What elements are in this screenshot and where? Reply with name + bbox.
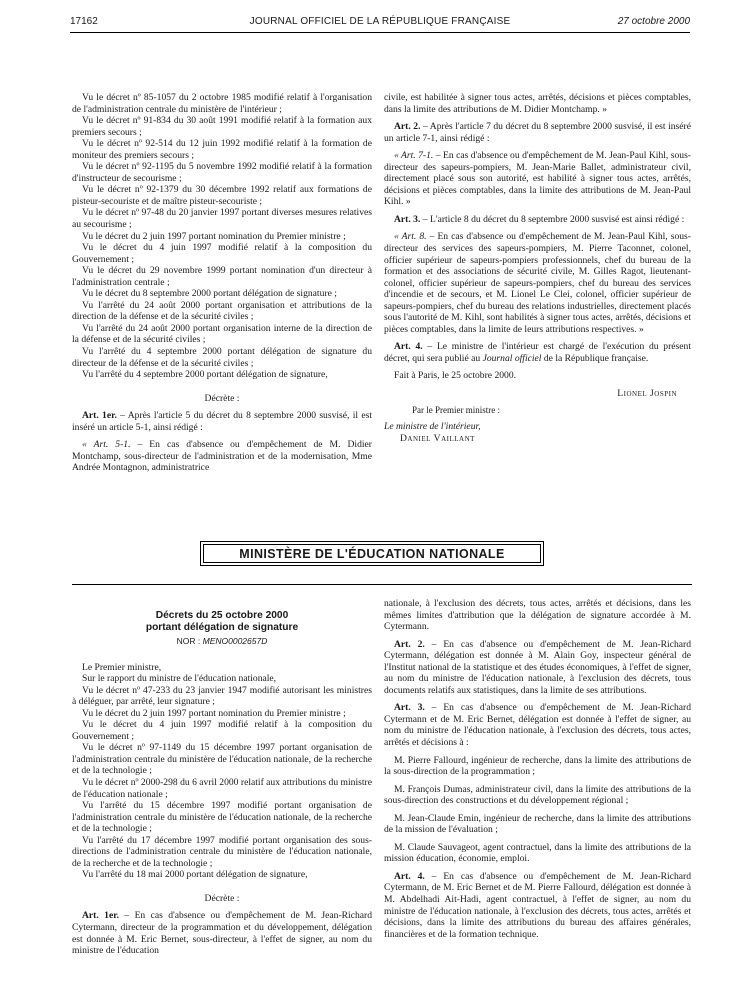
preamble: Sur le rapport du ministre de l'éducation nationale, bbox=[82, 673, 277, 685]
preamble: Le Premier ministre, bbox=[82, 661, 162, 673]
section-rule bbox=[72, 584, 692, 585]
visa: Vu l'arrêté du 24 août 2000 portant organisation interne de la direction de la défense et de la sécurité civiles ; bbox=[72, 322, 372, 346]
article-text: – En cas d'absence ou d'empêchement de M. Jean-Richard Cytermann, directeur de la programmation et du développement, délégation est donnée à M. Eric Bernet, sous-directeur, à l'effet de signer, au nom du ministre de l'éducation bbox=[72, 910, 373, 957]
article-1 bbox=[72, 910, 372, 956]
par-le-premier-ministre: Par le Premier ministre : bbox=[412, 404, 500, 415]
article-text: – En cas d'absence ou d'empêchement de M. Jean-Richard Cytermann, délégation est donnée à M. Alain Goy, inspecteur général de l'Institut national de la statistique et des études économiques, à l'effet de signer, au nom du ministre de l'éducation nationale, à l'exclusion des décrets, tous documents relatifs aux statistiques, dans la limite de ses attributions. bbox=[384, 638, 691, 696]
visa: Vu le décret du 2 juin 1997 portant nomination du Premier ministre ; bbox=[82, 230, 346, 242]
page-number: 17162 bbox=[70, 16, 98, 27]
visa: Vu le décret nº 91-834 du 30 août 1991 modifié relatif à la formation aux premiers secours ; bbox=[72, 115, 372, 138]
visa: Vu l'arrêté du 4 septembre 2000 portant délégation de signature, bbox=[82, 369, 328, 381]
issue-date: 27 octobre 2000 bbox=[617, 16, 690, 27]
decrete-heading: Décrète : bbox=[204, 892, 240, 904]
visa: Vu le décret nº 2000-298 du 6 avril 2000 relatif aux attributions du ministre de l'éducation nationale ; bbox=[72, 777, 372, 800]
article-4: Art. 4. – Le ministre de l'intérieur est chargé de l'exécution du présent décret, qui sera publié au Journal officiel de la République française. bbox=[384, 341, 691, 364]
visa: Vu le décret nº 85-1057 du 2 octobre 1985 modifié relatif à l'organisation de l'administration centrale du ministère de l'intérieur ; bbox=[72, 92, 372, 115]
visa: Vu le décret du 8 septembre 2000 portant délégation de signature ; bbox=[82, 288, 337, 300]
visa: Vu l'arrêté du 15 décembre 1997 modifié portant organisation de l'administration centrale du ministère de l'éducation nationale, de la recherche et de la technologie ; bbox=[72, 800, 372, 835]
journal-name: Journal officiel bbox=[482, 352, 542, 364]
article-5-1-quote bbox=[72, 439, 372, 474]
article-7-1-quote bbox=[384, 150, 691, 208]
ministry-banner-title: MINISTÈRE DE L'ÉDUCATION NATIONALE bbox=[203, 544, 541, 563]
article-label: Art. 1er. bbox=[82, 910, 119, 922]
quote-text: – En cas d'absence ou d'empêchement de M. Jean-Paul Kihl, sous-directeur des services des sapeurs-pompiers, M. Pierre Taconnet, colonel, officier supérieur de sapeurs-pompiers professionnels, chef du bureau de la formation et des associations de sécurité civile, M. Gilles Ragot, lieutenant-colonel, officier supérieur de sapeurs-pompiers, chef du bureau des services d'incendie et de secours, et M. Lionel Le Clei, colonel, officier supérieur de sapeurs-pompiers, chef du bureau des relations industrielles, directement placés sous l'autorité de M. Kihl, sont habilités à signer tous actes, arrêtés, décisions et pièces comptables, dans la limite de leurs attributions respectives. » bbox=[384, 231, 691, 335]
article-8-quote bbox=[384, 231, 691, 335]
article-1 bbox=[72, 410, 372, 433]
visa: Vu l'arrêté du 18 mai 2000 portant délégation de signature, bbox=[82, 869, 308, 881]
visa: Vu le décret nº 97-48 du 20 janvier 1997 portant diverses mesures relatives au secourisme ; bbox=[72, 207, 372, 231]
minister-role: Le ministre de l'intérieur, bbox=[384, 421, 481, 433]
article-text: – Après l'article 5 du décret du 8 septembre 2000 susvisé, il est inséré un article 5-1, ainsi rédigé : bbox=[72, 410, 372, 433]
visa: Vu le décret du 29 novembre 1999 portant nomination d'un directeur à l'administration centrale ; bbox=[72, 265, 372, 288]
signatory-name: Lionel Jospin bbox=[617, 388, 677, 400]
article-label: Art. 2. bbox=[394, 638, 425, 650]
quote-text: – En cas d'absence ou d'empêchement de M. Jean-Paul Kihl, sous-directeur des sapeurs-pompiers, M. Jean-Marie Ballet, administrateur civil, directement placé sous son autorité, est habilité à signer tous actes, arrêtés, décisions et pièces comptables, dans la limite des attributions de M. Jean-Paul Kihl. » bbox=[384, 150, 691, 208]
article-label: Art. 2. bbox=[394, 121, 421, 133]
delegate-entry: M. François Dumas, administrateur civil, dans la limite des attributions de la sous-direction des constructions et du développement régional ; bbox=[384, 783, 691, 807]
nor-reference: NOR : MENO0002657D bbox=[176, 636, 268, 646]
article-3 bbox=[384, 702, 691, 748]
visa: Vu l'arrêté du 4 septembre 2000 portant délégation de signature du directeur de la défense et de la sécurité civiles ; bbox=[72, 346, 372, 369]
visa: Vu l'arrêté du 24 août 2000 portant organisation et attributions de la direction de la défense et de la sécurité civiles ; bbox=[72, 299, 372, 323]
article-3 bbox=[384, 214, 691, 226]
article-label: Art. 1er. bbox=[82, 410, 117, 422]
quote-text: – En cas d'absence ou d'empêchement de M. Didier Montchamp, sous-directeur de l'administration et de la modernisation, Mme Andrée Montagnon, administratrice bbox=[72, 439, 373, 474]
article-label: Art. 3. bbox=[394, 702, 425, 714]
article-2 bbox=[384, 121, 691, 144]
article-2 bbox=[384, 639, 691, 697]
visa: Vu le décret nº 47-233 du 23 janvier 1947 modifié autorisant les ministres à déléguer, par arrêté, leur signature ; bbox=[72, 684, 372, 708]
article-text: – Après l'article 7 du décret du 8 septembre 2000 susvisé, il est inséré un article 7-1, ainsi rédigé : bbox=[384, 121, 691, 144]
article-text: – En cas d'absence ou d'empêchement de M. Jean-Richard Cytermann, de M. Eric Bernet et de M. Pierre Fallourd, délégation est donnée à M. Abdelhadi Ait-Hadi, agent contractuel, à l'effet de signer, au nom du ministre de l'éducation nationale, à l'exclusion des décrets, tous actes, arrêtés et décisions, dans la limite des attributions du bureau des affaires générales, financières et de la formation technique. bbox=[384, 870, 691, 940]
quote-label: « Art. 5-1. bbox=[82, 439, 131, 451]
article-4 bbox=[384, 871, 691, 940]
quote-label: « Art. 7-1. bbox=[394, 150, 434, 162]
visa: Vu le décret du 4 juin 1997 modifié relatif à la composition du Gouvernement ; bbox=[72, 242, 372, 265]
article-label: Art. 4. bbox=[394, 870, 425, 882]
delegate-entry: M. Claude Sauvageot, agent contractuel, dans la limite des attributions de la mission éducation, économie, emploi. bbox=[384, 841, 691, 865]
article-label: Art. 3. bbox=[394, 213, 421, 225]
decree-title-line-2: portant délégation de signature bbox=[145, 622, 299, 633]
article-text: – En cas d'absence ou d'empêchement de M. Jean-Richard Cytermann et de M. Eric Bernet, délégation est donnée à l'effet de signer, au nom du ministre de l'éducation nationale, à l'exclusion des décrets, tous actes, arrêtés et décisions à : bbox=[384, 702, 691, 749]
decree-interior-column-2 bbox=[384, 92, 691, 444]
continued-text: civile, est habilitée à signer tous actes, arrêtés, décisions et pièces comptables, dans la limite des attributions de M. Didier Montchamp. » bbox=[384, 92, 691, 115]
visa: Vu le décret nº 92-514 du 12 juin 1992 modifié relatif à la formation de moniteur des premiers secours ; bbox=[72, 138, 372, 161]
page-header bbox=[70, 16, 690, 33]
visa: Vu le décret du 4 juin 1997 modifié relatif à la composition du Gouvernement ; bbox=[72, 719, 372, 742]
decree-interior-column-1 bbox=[72, 92, 372, 474]
visa: Vu le décret nº 97-1149 du 15 décembre 1997 portant organisation de l'administration centrale du ministère de l'éducation nationale, de la recherche et de la technologie ; bbox=[72, 742, 372, 777]
visa: Vu le décret du 2 juin 1997 portant nomination du Premier ministre ; bbox=[82, 707, 346, 719]
article-label: Art. 4. bbox=[394, 341, 423, 353]
quote-label: « Art. 8. bbox=[394, 231, 427, 243]
fait-a-paris: Fait à Paris, le 25 octobre 2000. bbox=[394, 370, 517, 382]
decree-education-column-2 bbox=[384, 598, 691, 940]
visa: Vu le décret nº 92-1195 du 5 novembre 1992 modifié relatif à la formation d'instructeur de secourisme ; bbox=[72, 161, 372, 184]
decrete-heading: Décrète : bbox=[204, 392, 240, 404]
visa: Vu l'arrêté du 17 décembre 1997 modifié portant organisation des sous-directions de l'administration centrale du ministère de l'éducation nationale, de la recherche et de la technologie ; bbox=[72, 834, 372, 869]
delegate-entry: M. Pierre Fallourd, ingénieur de recherche, dans la limite des attributions de la sous-direction de la programmation ; bbox=[384, 754, 691, 778]
journal-title: JOURNAL OFFICIEL DE LA RÉPUBLIQUE FRANÇAISE bbox=[249, 16, 511, 27]
delegate-entry: M. Jean-Claude Emin, ingénieur de recherche, dans la limite des attributions de la mission de l'évaluation ; bbox=[384, 812, 691, 836]
ministry-banner bbox=[200, 541, 544, 566]
minister-name: Daniel Vaillant bbox=[400, 432, 475, 444]
continued-text: nationale, à l'exclusion des décrets, tous actes, arrêtés et décisions, dans les mêmes limites d'attribution que la délégation de signature accordée à M. Cytermann. bbox=[384, 598, 691, 633]
visa: Vu le décret nº 92-1379 du 30 décembre 1992 relatif aux formations de pisteur-secouriste et de maître pisteur-secouriste ; bbox=[72, 184, 372, 207]
decree-education-column-1 bbox=[72, 610, 372, 957]
decree-title-line-1: Décrets du 25 octobre 2000 bbox=[155, 610, 289, 621]
article-text: – L'article 8 du décret du 8 septembre 2000 susvisé est ainsi rédigé : bbox=[422, 213, 685, 225]
